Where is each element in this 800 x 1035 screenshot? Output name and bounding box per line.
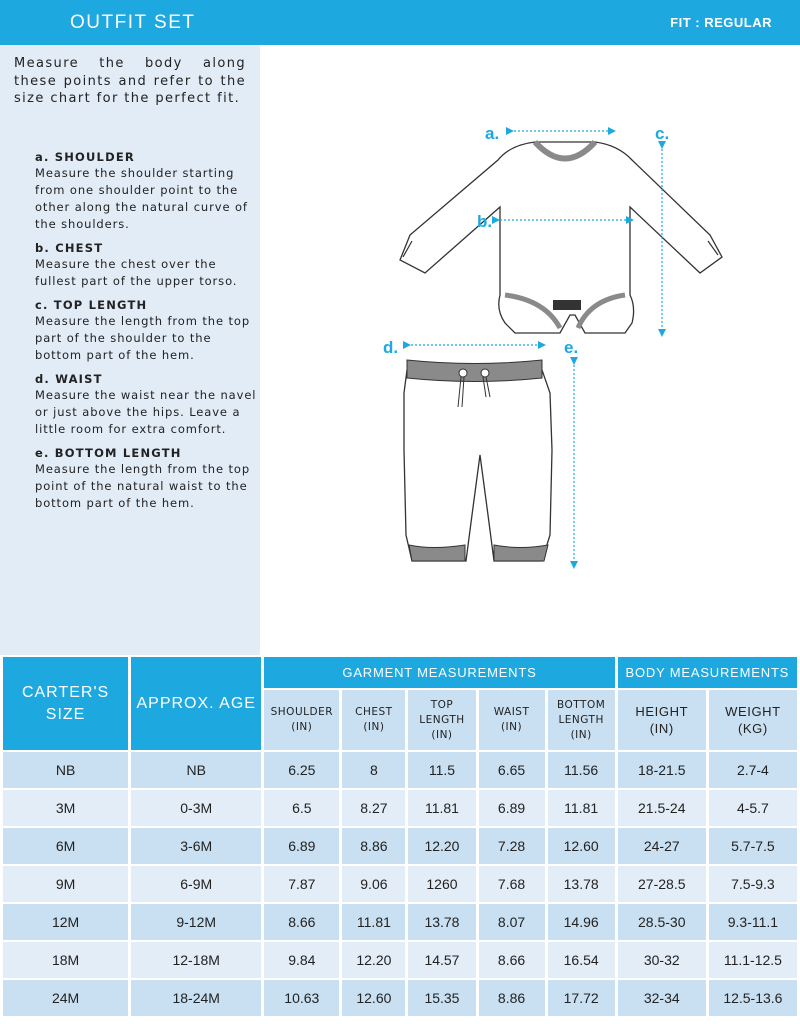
table-cell: 3-6M [131,828,261,864]
size-rows [3,752,797,1016]
measure-points [35,150,257,520]
label-b: b. [477,212,493,231]
table-cell: 15.35 [408,980,475,1016]
table-cell: 7.87 [264,866,339,902]
table-cell: 8.86 [342,828,405,864]
table-cell: 6.89 [264,828,339,864]
table-row [3,828,797,864]
table-cell: 6.65 [479,752,545,788]
table-cell: 8 [342,752,405,788]
table-cell: 12.20 [342,942,405,978]
col-weight: WEIGHT (KG) [709,690,797,750]
point-title: b. CHEST [35,241,104,255]
table-cell: 32-34 [618,980,706,1016]
table-cell: 13.78 [548,866,615,902]
label-c: c. [655,124,670,143]
measure-guide-panel [0,45,260,655]
table-cell: 8.66 [479,942,545,978]
table-cell: 14.96 [548,904,615,940]
table-cell: 8.86 [479,980,545,1016]
table-cell: 1260 [408,866,475,902]
table-cell: 6-9M [131,866,261,902]
point-desc: Measure the chest over the fullest part of the upper torso. [35,257,238,288]
table-cell: 6.5 [264,790,339,826]
size-chart-table [0,655,800,1018]
table-cell: 8.07 [479,904,545,940]
table-cell: 11.81 [408,790,475,826]
table-cell: 10.63 [264,980,339,1016]
point-waist [35,372,257,438]
point-chest [35,241,257,290]
size-header: CARTER'S SIZE [3,657,128,750]
table-row [3,790,797,826]
table-row [3,866,797,902]
point-desc: Measure the shoulder starting from one shoulder point to the other along the natural curve of the shoulders. [35,166,248,231]
table-cell: NB [3,752,128,788]
table-cell: 9M [3,866,128,902]
table-cell: 11.81 [342,904,405,940]
fit-label: FIT : REGULAR [670,15,772,30]
table-cell: 27-28.5 [618,866,706,902]
bodysuit-drawing [400,142,722,333]
table-cell: 3M [3,790,128,826]
point-shoulder [35,150,257,233]
table-cell: 16.54 [548,942,615,978]
label-d: d. [383,338,399,357]
label-a: a. [485,124,500,143]
table-cell: 12.60 [342,980,405,1016]
table-cell: 9.06 [342,866,405,902]
col-height: HEIGHT (IN) [618,690,706,750]
age-header: APPROX. AGE [131,657,261,750]
body-measurements-header: BODY MEASUREMENTS [618,657,797,688]
point-title: c. TOP LENGTH [35,298,148,312]
table-cell: 6.25 [264,752,339,788]
table-cell: 7.5-9.3 [709,866,797,902]
garment-illustration [260,45,800,655]
table-cell: NB [131,752,261,788]
table-cell: 5.7-7.5 [709,828,797,864]
table-cell: 21.5-24 [618,790,706,826]
table-cell: 8.27 [342,790,405,826]
table-cell: 18-21.5 [618,752,706,788]
table-cell: 11.1-12.5 [709,942,797,978]
col-top-length: TOP LENGTH (IN) [408,690,475,750]
table-cell: 9.84 [264,942,339,978]
table-cell: 18-24M [131,980,261,1016]
table-cell: 11.81 [548,790,615,826]
intro-text: Measure the body along these points and refer to the size chart for the perfect fit. [14,56,246,106]
table-cell: 14.57 [408,942,475,978]
page-header [0,0,800,45]
table-cell: 9-12M [131,904,261,940]
table-cell: 12.5-13.6 [709,980,797,1016]
table-cell: 18M [3,942,128,978]
col-waist: WAIST (IN) [479,690,545,750]
table-cell: 17.72 [548,980,615,1016]
table-cell: 2.7-4 [709,752,797,788]
point-title: a. SHOULDER [35,150,135,164]
table-cell: 6.89 [479,790,545,826]
table-cell: 24-27 [618,828,706,864]
pants-drawing [404,360,552,561]
point-desc: Measure the length from the top point of the natural waist to the bottom part of the hem. [35,462,251,510]
point-desc: Measure the length from the top part of the shoulder to the bottom part of the hem. [35,314,251,362]
table-cell: 7.28 [479,828,545,864]
point-bottom-length [35,446,257,512]
garment-measurements-header: GARMENT MEASUREMENTS [264,657,614,688]
page-title: OUTFIT SET [70,12,196,33]
table-cell: 0-3M [131,790,261,826]
table-cell: 12M [3,904,128,940]
table-row [3,904,797,940]
point-top-length [35,298,257,364]
point-title: e. BOTTOM LENGTH [35,446,182,460]
point-title: d. WAIST [35,372,103,386]
table-cell: 12.60 [548,828,615,864]
table-cell: 8.66 [264,904,339,940]
table-cell: 24M [3,980,128,1016]
table-row [3,942,797,978]
table-cell: 12.20 [408,828,475,864]
col-shoulder: SHOULDER (IN) [264,690,339,750]
col-chest: CHEST (IN) [342,690,405,750]
label-e: e. [564,338,579,357]
table-cell: 12-18M [131,942,261,978]
table-cell: 9.3-11.1 [709,904,797,940]
point-desc: Measure the waist near the navel or just above the hips. Leave a little room for extra comfort. [35,388,257,436]
table-row [3,980,797,1016]
table-cell: 4-5.7 [709,790,797,826]
table-cell: 28.5-30 [618,904,706,940]
table-cell: 11.56 [548,752,615,788]
table-cell: 7.68 [479,866,545,902]
table-row [3,752,797,788]
table-cell: 13.78 [408,904,475,940]
table-cell: 30-32 [618,942,706,978]
col-bottom-length: BOTTOM LENGTH (IN) [548,690,615,750]
table-cell: 11.5 [408,752,475,788]
table-cell: 6M [3,828,128,864]
